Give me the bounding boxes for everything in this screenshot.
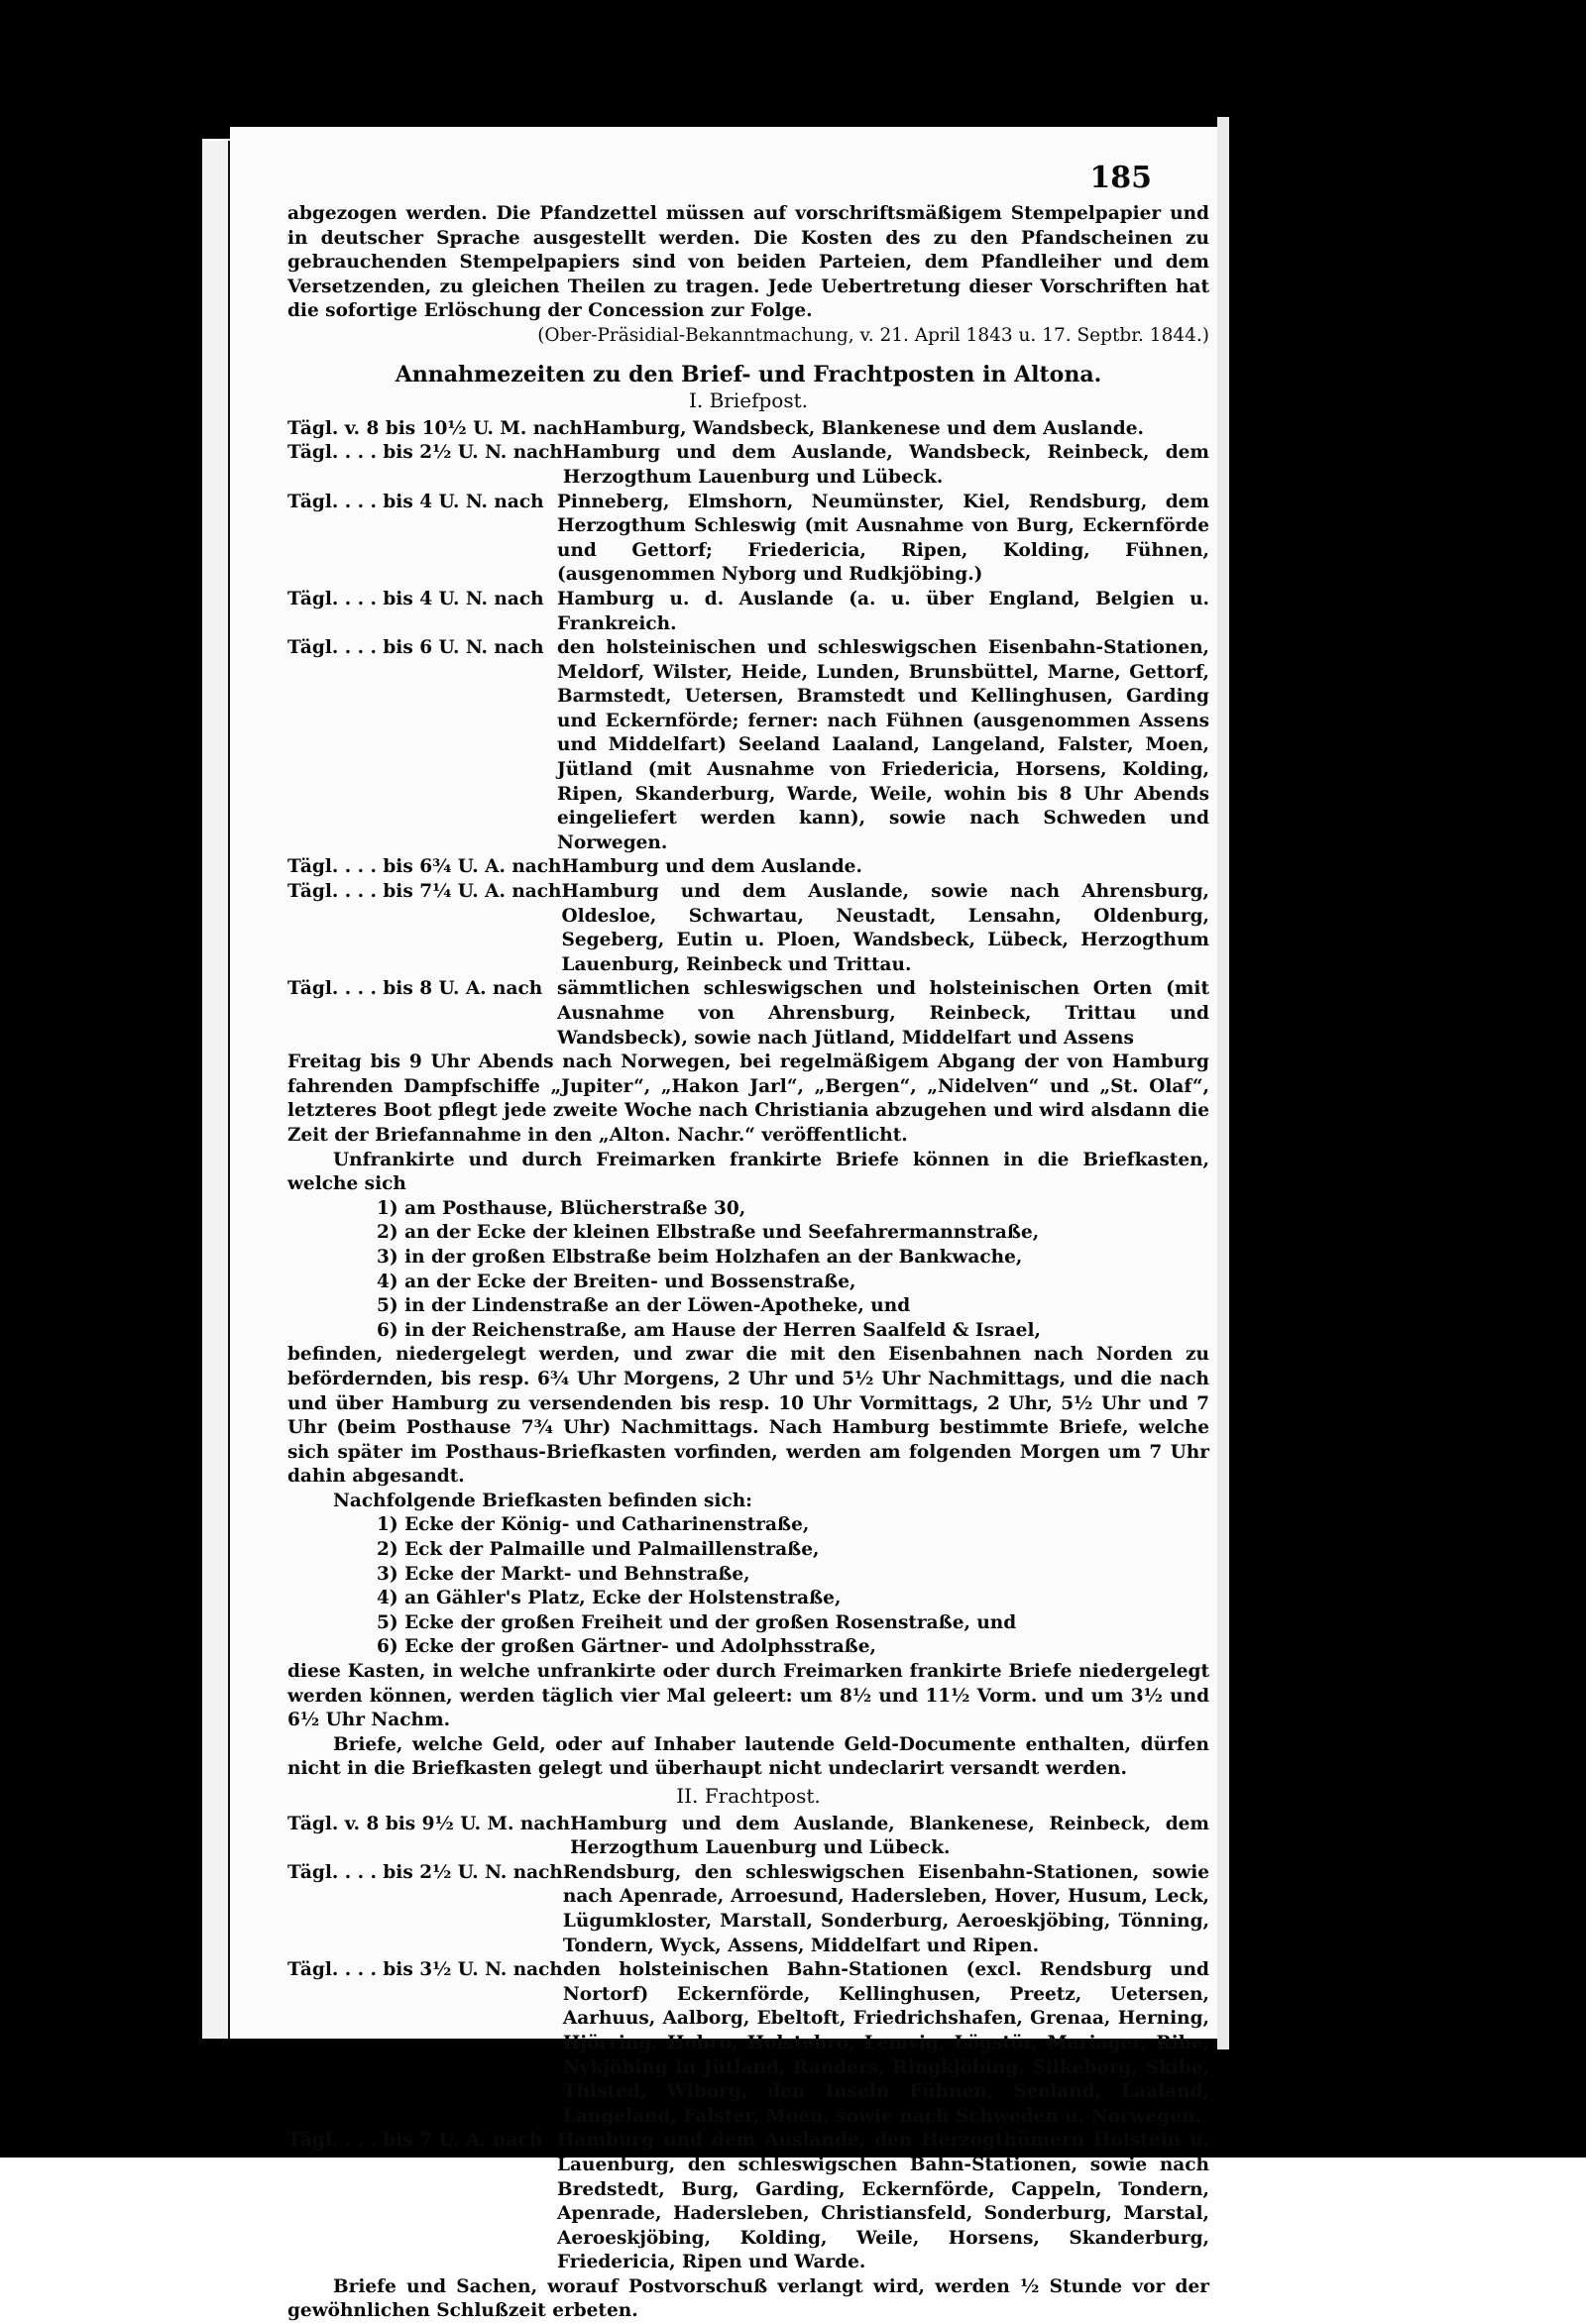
schedule-destination: Hamburg und dem Auslande, Wandsbeck, Reinbeck, dem Herzogthum Lauenburg und Lübeck.	[562, 442, 1209, 488]
schedule-time: Tägl. . . . bis 2½ U. N. nach	[287, 442, 563, 464]
schedule-destination: Hamburg und dem Auslande, Blankenese, Reinbeck, dem Herzogthum Lauenburg und Lübeck.	[570, 1813, 1209, 1859]
schedule-row	[287, 855, 1209, 880]
schedule-row	[287, 1958, 1209, 2129]
schedule-row	[287, 1813, 1209, 1861]
section-heading-briefpost: I. Briefpost.	[688, 388, 808, 413]
schedule-time: Tägl. . . . bis 4 U. N. nach	[287, 491, 544, 512]
letterbox2-list	[287, 1513, 1209, 1660]
intro-paragraph: abgezogen werden. Die Pfandzettel müssen auf vorschriftsmäßigem Stempelpapier und in deutscher Sprache ausgestellt werden. Die Kosten des zu den Pfandscheinen zu gebrauchenden Stempelpapiers sind von beiden Parteien, dem Pfandleiher und dem Versetzenden, zu gleichen Theilen zu tragen. Jede Uebertretung dieser Vorschriften hat die sofortige Erlöschung der Concession zur Folge.	[287, 203, 1209, 322]
money-note: Briefe, welche Geld, oder auf Inhaber lautende Geld-Documente enthalten, dürfen nicht in die Briefkasten gelegt und überhaupt nicht undeclarirt versandt werden.	[287, 1733, 1209, 1780]
schedule-row	[287, 2129, 1209, 2275]
list-item: 1) Ecke der König- und Catharinenstraße,	[377, 1514, 810, 1536]
schedule-destination: Hamburg und dem Auslande, den Herzogthümern Holstein u. Lauenburg, den schleswigschen Bahn-Stationen, sowie nach Bredstedt, Burg, Garding, Eckernförde, Cappeln, Tondern, Apenrade, Hadersleben, Christiansfeld, Sonderburg, Marstal, Aeroeskjöbing, Kolding, Weile, Horsens, Skanderburg, Friedericia, Ripen und Warde.	[557, 2130, 1209, 2273]
schedule-row	[287, 441, 1209, 490]
schedule-row	[287, 636, 1209, 855]
schedule-time: Tägl. v. 8 bis 9½ U. M. nach	[287, 1813, 571, 1834]
intro-source: (Ober-Präsidial-Bekanntmachung, v. 21. April 1843 u. 17. Septbr. 1844.)	[537, 324, 1209, 346]
schedule-destination: den holsteinischen und schleswigschen Eisenbahn-Stationen, Meldorf, Wilster, Heide, Lunden, Brunsbüttel, Marne, Gettorf, Barmstedt, Uetersen, Bramstedt und Kellinghusen, Garding und Eckernförde; ferner: nach Fühnen (ausgenommen Assens und Middelfart) Seeland Laaland, Langeland, Falster, Moen, Jütland (mit Ausnahme von Friedericia, Horsens, Kolding, Ripen, Skanderburg, Warde, Weile, wohin bis 8 Uhr Abends eingeliefert werden kann), sowie nach Schweden und Norwegen.	[557, 637, 1209, 853]
schedule-row	[287, 417, 1209, 442]
page-content	[287, 159, 1209, 2322]
schedule-row	[287, 880, 1209, 977]
list-item: 4) an der Ecke der Breiten- und Bossenstraße,	[377, 1271, 856, 1292]
schedule-destination: Hamburg und dem Auslande.	[561, 856, 862, 878]
list-item: 6) Ecke der großen Gärtner- und Adolphsstraße,	[377, 1636, 876, 1658]
schedule-destination: Hamburg und dem Auslande, sowie nach Ahrensburg, Oldesloe, Schwartau, Neustadt, Lensahn, Oldenburg, Segeberg, Eutin u. Ploen, Wandsbeck, Lübeck, Herzogthum Lauenburg, Reinbeck und Trittau.	[561, 881, 1209, 975]
previous-page-edge	[202, 141, 231, 2039]
closing-note: Briefe und Sachen, worauf Postvorschuß verlangt wird, werden ½ Stunde vor der gewöhnlichen Schlußzeit erbeten.	[287, 2275, 1209, 2322]
section-heading-frachtpost: II. Frachtpost.	[676, 1784, 821, 1808]
page-title: Annahmezeiten zu den Brief- und Frachtposten in Altona.	[395, 361, 1102, 387]
schedule-row	[287, 977, 1209, 1051]
letterbox2-times: diese Kasten, in welche unfrankirte oder durch Freimarken frankirte Briefe niedergelegt werden können, werden täglich vier Mal geleert: um 8½ und 11½ Vorm. und um 3½ und 6½ Uhr Nachm.	[287, 1661, 1209, 1731]
letterbox-intro: Unfrankirte und durch Freimarken frankirte Briefe können in die Briefkasten, welche sich	[287, 1149, 1209, 1195]
schedule-destination: den holsteinischen Bahn-Stationen (excl. Rendsburg und Nortorf) Eckernförde, Kellinghusen, Preetz, Uetersen, Aarhuus, Aalborg, Ebeltoft, Friedrichshafen, Grenaa, Herning, Hjörring, Hobro, Holstebro, Lemvig, Lögstör, Mariager, Ribe, Nykjöbing in Jütland, Randers, Ringkjöbing, Silkeborg, Skibe, Thisted, Wiborg, den Inseln Fühnen, Seeland, Laaland, Langeland, Falster, Moen, sowie nach Schweden u. Norwegen.	[562, 1959, 1209, 2127]
schedule-time: Tägl. . . . bis 8 U. A. nach	[287, 978, 543, 1000]
letterbox-times: befinden, niedergelegt werden, und zwar die mit den Eisenbahnen nach Norden zu befördernden, bis resp. 6¾ Uhr Morgens, 2 Uhr und 5½ Uhr Nachmittags, und die nach und über Hamburg zu versendenden bis resp. 10 Uhr Vormittags, 2 Uhr, 5½ Uhr und 7 Uhr (beim Posthause 7¾ Uhr) Nachmittags. Nach Hamburg bestimmte Briefe, welche sich später im Posthaus-Briefkasten vorfinden, werden am folgenden Morgen um 7 Uhr dahin abgesandt.	[287, 1344, 1209, 1488]
schedule-destination: Hamburg, Wandsbeck, Blankenese und dem Auslande.	[582, 417, 1144, 439]
list-item: 5) in der Lindenstraße an der Löwen-Apotheke, und	[377, 1295, 911, 1317]
schedule-destination: Hamburg u. d. Auslande (a. u. über England, Belgien u. Frankreich.	[557, 588, 1209, 634]
letterbox2-intro: Nachfolgende Briefkasten befinden sich:	[333, 1490, 752, 1511]
schedule-row	[287, 491, 1209, 588]
list-item: 1) am Posthause, Blücherstraße 30,	[377, 1197, 746, 1219]
schedule-time: Tägl. . . . bis 3½ U. N. nach	[287, 1959, 563, 1981]
schedule-time: Tägl. v. 8 bis 10½ U. M. nach	[287, 417, 583, 439]
friday-note: Freitag bis 9 Uhr Abends nach Norwegen, bei regelmäßigem Abgang der von Hamburg fahrenden Dampfschiffe „Jupiter“, „Hakon Jarl“, „Bergen“, „Nidelven“ und „St. Olaf“, letzteres Boot pflegt jede zweite Woche nach Christiania abzugehen und wird alsdann die Zeit der Briefannahme in den „Alton. Nachr.“ veröffentlicht.	[287, 1051, 1209, 1146]
page-number: 185	[1089, 161, 1152, 195]
letterbox-list	[287, 1197, 1209, 1344]
scan-border-left	[0, 0, 202, 2158]
page-right-edge	[1217, 117, 1229, 2049]
schedule-time: Tägl. . . . bis 7¼ U. A. nach	[287, 881, 562, 903]
schedule-destination: Rendsburg, den schleswigschen Eisenbahn-Stationen, sowie nach Apenrade, Arroesund, Hadersleben, Hover, Husum, Leck, Lügumkloster, Marstall, Sonderburg, Aeroeskjöbing, Tönning, Tondern, Wyck, Assens, Middelfart und Ripen.	[562, 1861, 1209, 1956]
list-item: 3) in der großen Elbstraße beim Holzhafen an der Bankwache,	[377, 1246, 1023, 1268]
list-item: 5) Ecke der großen Freiheit und der großen Rosenstraße, und	[377, 1611, 1017, 1633]
schedule-row	[287, 1861, 1209, 1958]
schedule-time: Tägl. . . . bis 4 U. N. nach	[287, 588, 544, 609]
list-item: 3) Ecke der Markt- und Behnstraße,	[377, 1563, 750, 1585]
list-item: 2) Eck der Palmaille und Palmaillenstraße,	[377, 1539, 820, 1561]
scan-border-right	[1225, 0, 1586, 2158]
schedule-row	[287, 588, 1209, 636]
schedule-time: Tägl. . . . bis 6 U. N. nach	[287, 637, 544, 659]
list-item: 4) an Gähler's Platz, Ecke der Holstenstraße,	[377, 1588, 842, 1609]
schedule-destination: Pinneberg, Elmshorn, Neumünster, Kiel, Rendsburg, dem Herzogthum Schleswig (mit Ausnahme von Burg, Eckernförde und Gettorf; Friedericia, Ripen, Kolding, Fühnen, (ausgenommen Nyborg und Rudkjöbing.)	[557, 491, 1209, 586]
schedule-time: Tägl. . . . bis 6¾ U. A. nach	[287, 856, 562, 878]
list-item: 2) an der Ecke der kleinen Elbstraße und Seefahrermannstraße,	[377, 1222, 1040, 1244]
schedule-time: Tägl. . . . bis 7 U. A. nach	[287, 2130, 543, 2152]
schedule-time: Tägl. . . . bis 2½ U. N. nach	[287, 1861, 563, 1883]
list-item: 6) in der Reichenstraße, am Hause der Herren Saalfeld & Israel,	[377, 1319, 1041, 1341]
schedule-destination: sämmtlichen schleswigschen und holsteinischen Orten (mit Ausnahme von Ahrensburg, Reinbeck, Trittau und Wandsbeck), sowie nach Jütland, Middelfart und Assens	[557, 978, 1209, 1049]
